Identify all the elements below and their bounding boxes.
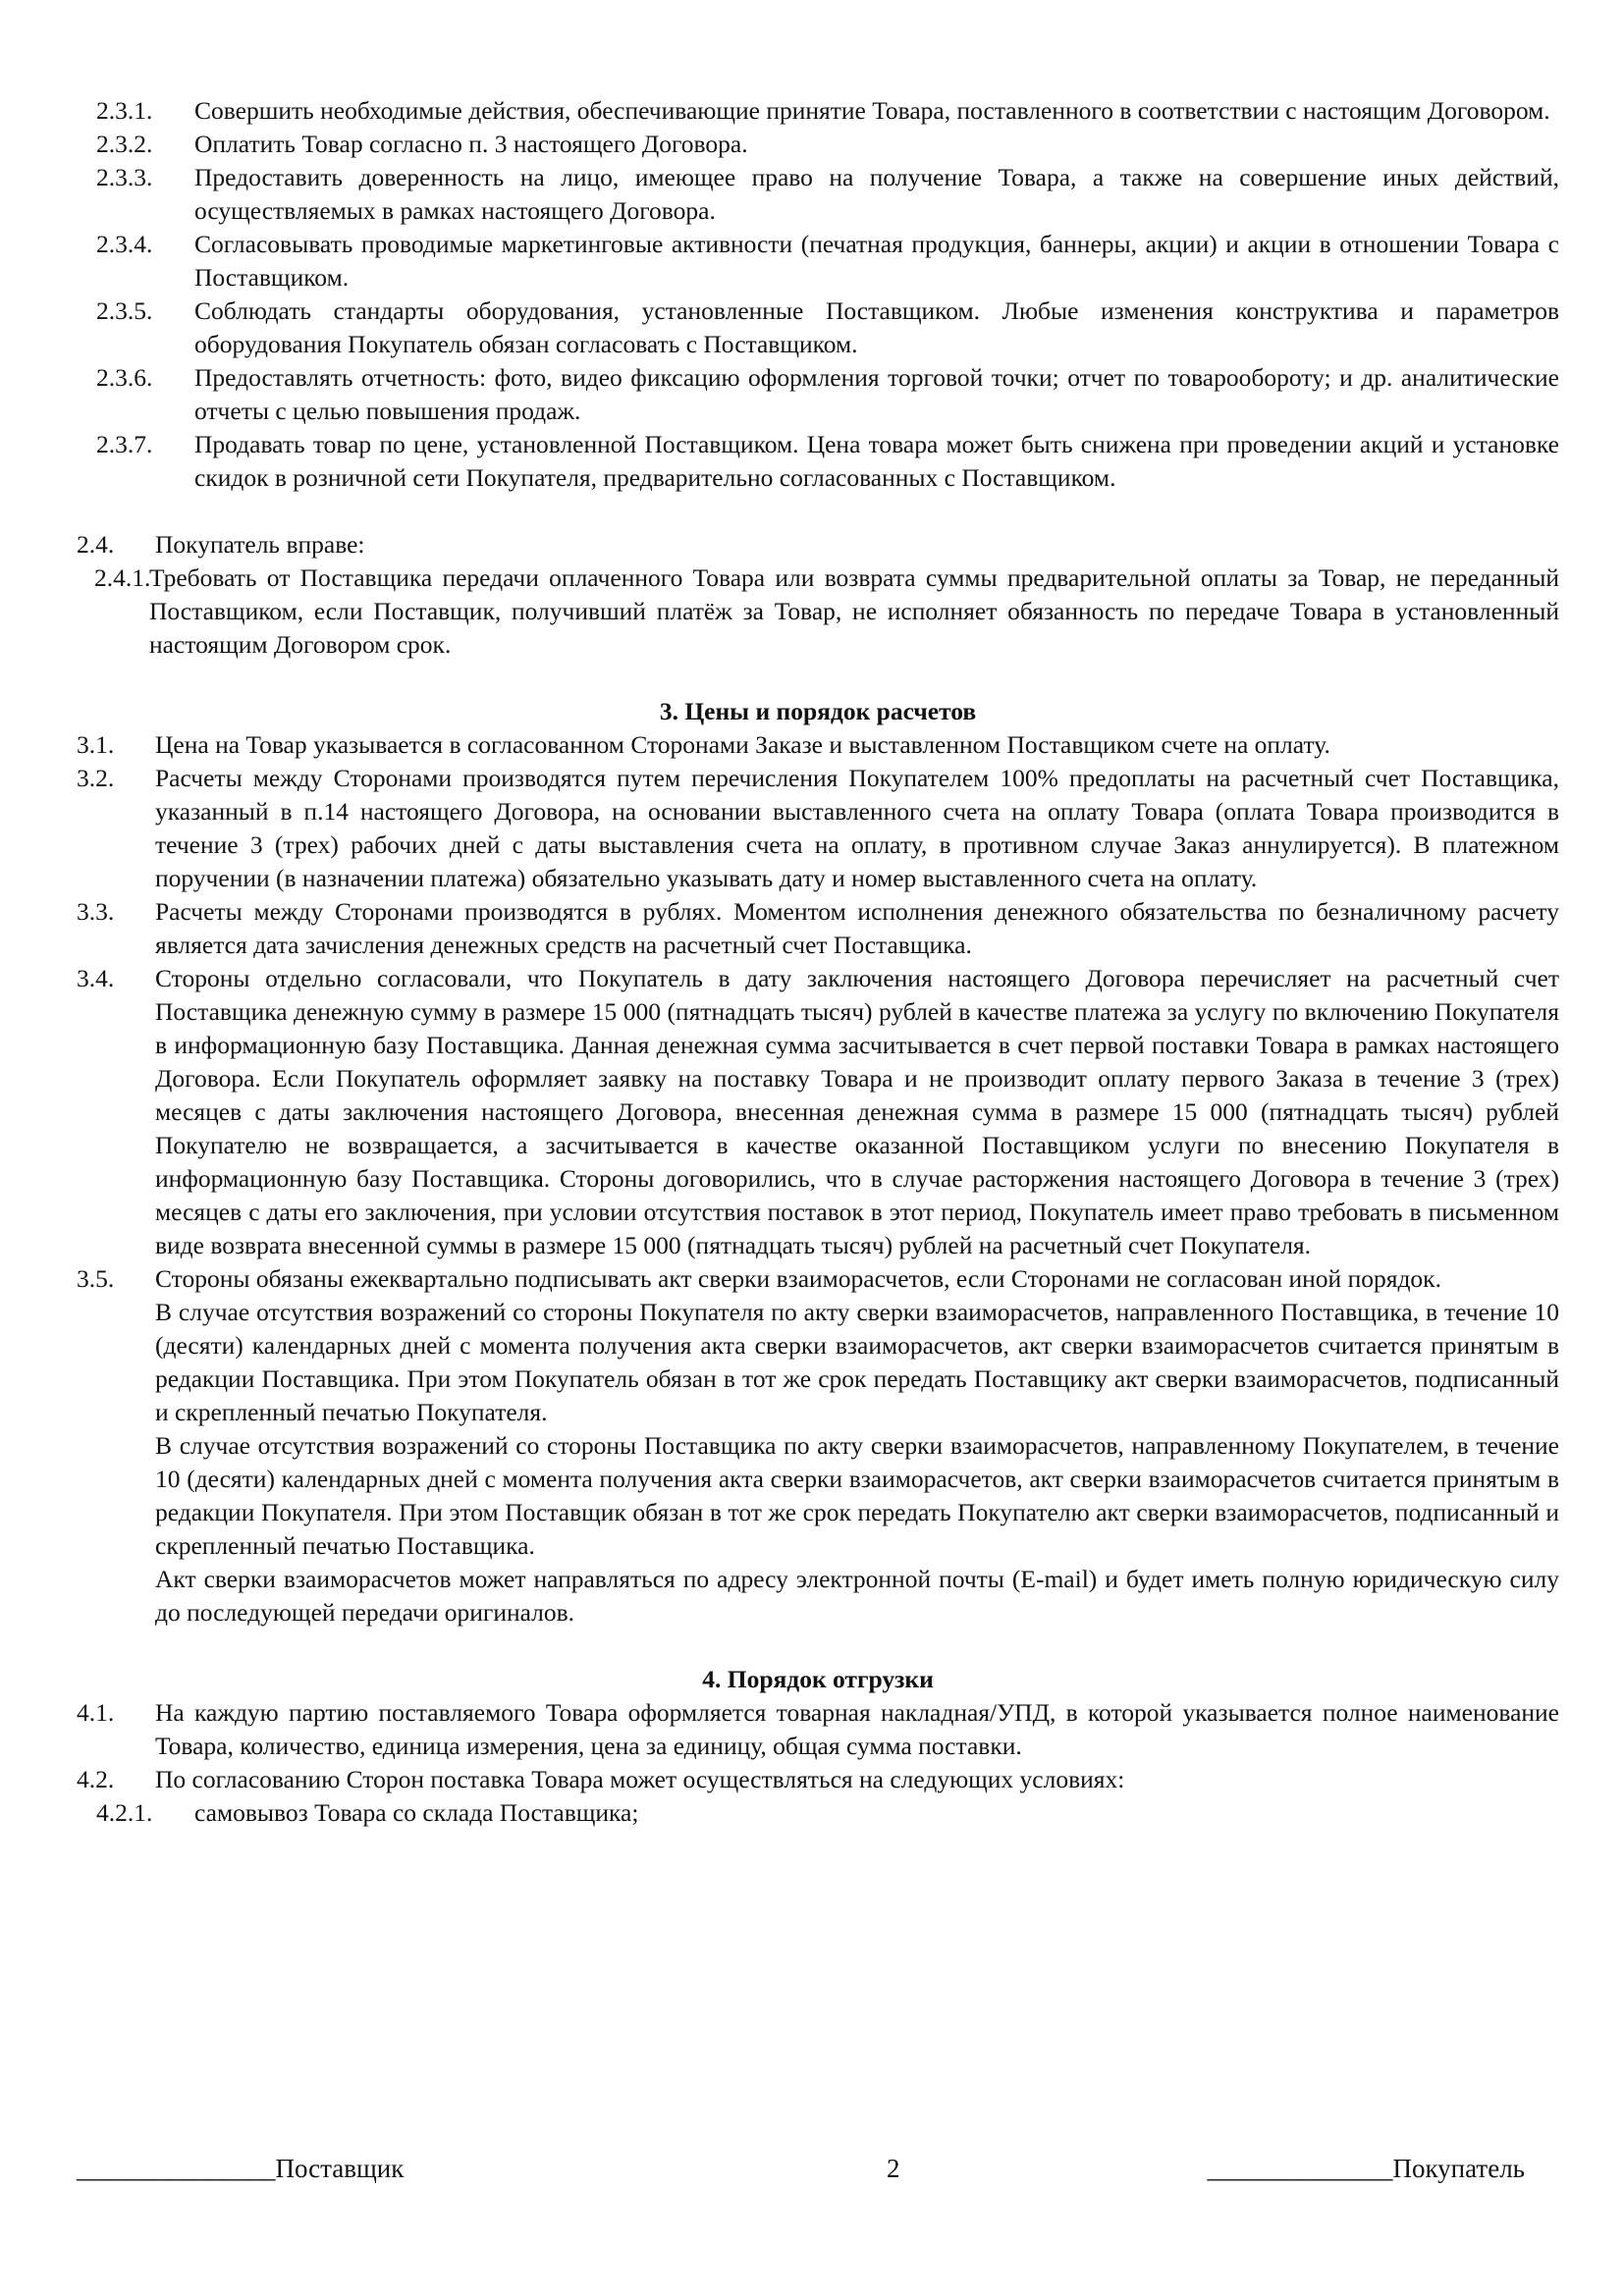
clause-number: 4.1. <box>77 1698 115 1727</box>
clause-2-3-6 <box>77 361 1559 428</box>
clause-2-3-5 <box>77 294 1559 361</box>
clause-text: самовывоз Товара со склада Поставщика; <box>194 1798 639 1827</box>
clause-text: Предоставить доверенность на лицо, имеющее право на получение Товара, а также на совершение иных действий, осуществляемых в рамках настоящего Договора. <box>194 163 1559 225</box>
clause-number: 2.3.5. <box>96 296 153 325</box>
supplier-signature-line: _______________Поставщик <box>77 2154 405 2183</box>
clause-number: 2.3.6. <box>96 363 153 392</box>
clause-number: 2.4. <box>77 530 115 559</box>
clause-3-5-paragraph: В случае отсутствия возражений со стороны Покупателя по акту сверки взаиморасчетов, направленного Поставщика, в течение 10 (десяти) календарных дней с момента получения акта сверки взаиморасчетов, акт сверки взаиморасчетов считается принятым в редакции Поставщика. При этом Покупатель обязан в тот же срок передать Поставщику акт сверки взаиморасчетов, подписанный и скрепленный печатью Покупателя. <box>155 1298 1559 1426</box>
spacer <box>77 662 1559 695</box>
document-body <box>77 94 1559 1830</box>
clause-number: 3.2. <box>77 764 115 792</box>
spacer <box>77 495 1559 528</box>
clause-number: 3.1. <box>77 730 115 759</box>
clause-2-3-7 <box>77 428 1559 495</box>
spacer <box>77 1629 1559 1663</box>
clause-number: 2.3.3. <box>96 163 153 191</box>
clause-3-2 <box>77 762 1559 895</box>
clause-2-4-1 <box>77 561 1559 662</box>
clause-text: Предоставлять отчетность: фото, видео фиксацию оформления торговой точки; отчет по товарообороту; и др. аналитические отчеты с целью повышения продаж. <box>194 363 1559 425</box>
clause-4-2-1 <box>77 1796 1559 1830</box>
clause-text: Покупатель вправе: <box>155 530 365 559</box>
clause-text: Расчеты между Сторонами производятся в рублях. Моментом исполнения денежного обязательства по безналичному расчету является дата зачисления денежных средств на расчетный счет Поставщика. <box>155 897 1559 959</box>
clause-4-2 <box>77 1763 1559 1796</box>
clause-3-5 <box>77 1262 1559 1296</box>
clause-number: 2.3.1. <box>96 96 153 125</box>
clause-number: 2.3.4. <box>96 230 153 258</box>
clause-3-1 <box>77 728 1559 762</box>
clause-text: Согласовывать проводимые маркетинговые активности (печатная продукция, баннеры, акции) и акции в отношении Товара с Поставщиком. <box>194 230 1559 292</box>
clause-text: Продавать товар по цене, установленной Поставщиком. Цена товара может быть снижена при проведении акций и установке скидок в розничной сети Покупателя, предварительно согласованных с Поставщиком. <box>194 430 1559 492</box>
clause-text: Соблюдать стандарты оборудования, установленные Поставщиком. Любые изменения конструктива и параметров оборудования Покупатель обязан согласовать с Поставщиком. <box>194 296 1559 358</box>
clause-2-3-3 <box>77 161 1559 228</box>
clause-text: Совершить необходимые действия, обеспечивающие принятие Товара, поставленного в соответствии с настоящим Договором. <box>194 96 1550 125</box>
clause-3-4 <box>77 962 1559 1262</box>
clause-2-3-1 <box>77 94 1559 128</box>
clause-text: Цена на Товар указывается в согласованном Сторонами Заказе и выставленном Поставщиком счете на оплату. <box>155 730 1330 759</box>
clause-4-1 <box>77 1696 1559 1763</box>
clause-text: Стороны обязаны ежеквартально подписывать акт сверки взаиморасчетов, если Сторонами не согласован иной порядок. <box>155 1264 1441 1293</box>
clause-number: 3.3. <box>77 897 115 926</box>
clause-2-3-4 <box>77 228 1559 294</box>
clause-text: Расчеты между Сторонами производятся путем перечисления Покупателем 100% предоплаты на расчетный счет Поставщика, указанный в п.14 настоящего Договора, на основании выставленного счета на оплату Товара (оплата Товара производится в течение 3 (трех) рабочих дней с даты выставления счета на оплату, в противном случае Заказ аннулируется). В платежном поручении (в назначении платежа) обязательно указывать дату и номер выставленного счета на оплату. <box>155 764 1559 892</box>
clause-text: На каждую партию поставляемого Товара оформляется товарная накладная/УПД, в которой указывается полное наименование Товара, количество, единица измерения, цена за единицу, общая сумма поставки. <box>155 1698 1559 1760</box>
clause-2-4 <box>77 528 1559 561</box>
page-number: 2 <box>887 2154 900 2183</box>
section-3-heading: 3. Цены и порядок расчетов <box>659 697 977 725</box>
clause-number: 2.4.1. <box>94 563 151 592</box>
clause-number: 4.2.1. <box>96 1798 153 1827</box>
clause-number: 2.3.7. <box>96 430 153 458</box>
clause-number: 3.5. <box>77 1264 115 1293</box>
page-footer <box>77 2152 1559 2191</box>
clause-number: 3.4. <box>77 964 115 992</box>
clause-3-5-paragraph: Акт сверки взаиморасчетов может направляться по адресу электронной почты (E-mail) и будет иметь полную юридическую силу до последующей передачи оригиналов. <box>155 1565 1559 1627</box>
buyer-signature-line: ______________Покупатель <box>1207 2154 1525 2183</box>
clause-text: По согласованию Сторон поставка Товара может осуществляться на следующих условиях: <box>155 1765 1125 1793</box>
clause-3-3 <box>77 895 1559 962</box>
clause-2-3-2 <box>77 128 1559 161</box>
section-4-heading: 4. Порядок отгрузки <box>702 1665 934 1693</box>
clause-number: 4.2. <box>77 1765 115 1793</box>
clause-number: 2.3.2. <box>96 130 153 158</box>
clause-text: Оплатить Товар согласно п. 3 настоящего Договора. <box>194 130 748 158</box>
clause-text: Стороны отдельно согласовали, что Покупатель в дату заключения настоящего Договора перечисляет на расчетный счет Поставщика денежную сумму в размере 15 000 (пятнадцать тысяч) рублей в качестве платежа за услугу по включению Покупателя в информационную базу Поставщика. Данная денежная сумма засчитывается в счет первой поставки Товара в рамках настоящего Договора. Если Покупатель оформляет заявку на поставку Товара и не производит оплату первого Заказа в течение 3 (трех) месяцев с даты заключения настоящего Договора, внесенная денежная сумма в размере 15 000 (пятнадцать тысяч) рублей Покупателю не возвращается, а засчитывается в качестве оказанной Поставщиком услуги по внесению Покупателя в информационную базу Поставщика. Стороны договорились, что в случае расторжения настоящего Договора в течение 3 (трех) месяцев с даты его заключения, при условии отсутствия поставок в этот период, Покупатель имеет право требовать в письменном виде возврата внесенной суммы в размере 15 000 (пятнадцать тысяч) рублей на расчетный счет Покупателя. <box>155 964 1559 1259</box>
clause-3-5-paragraph: В случае отсутствия возражений со стороны Поставщика по акту сверки взаиморасчетов, направленному Покупателем, в течение 10 (десяти) календарных дней с момента получения акта сверки взаиморасчетов, акт сверки взаиморасчетов считается принятым в редакции Покупателя. При этом Поставщик обязан в тот же срок передать Покупателю акт сверки взаиморасчетов, подписанный и скрепленный печатью Поставщика. <box>155 1431 1559 1560</box>
clause-text: Требовать от Поставщика передачи оплаченного Товара или возврата суммы предварительной оплаты за Товар, не переданный Поставщиком, если Поставщик, получивший платёж за Товар, не исполняет обязанность по передаче Товара в установленный настоящим Договором срок. <box>149 563 1559 659</box>
